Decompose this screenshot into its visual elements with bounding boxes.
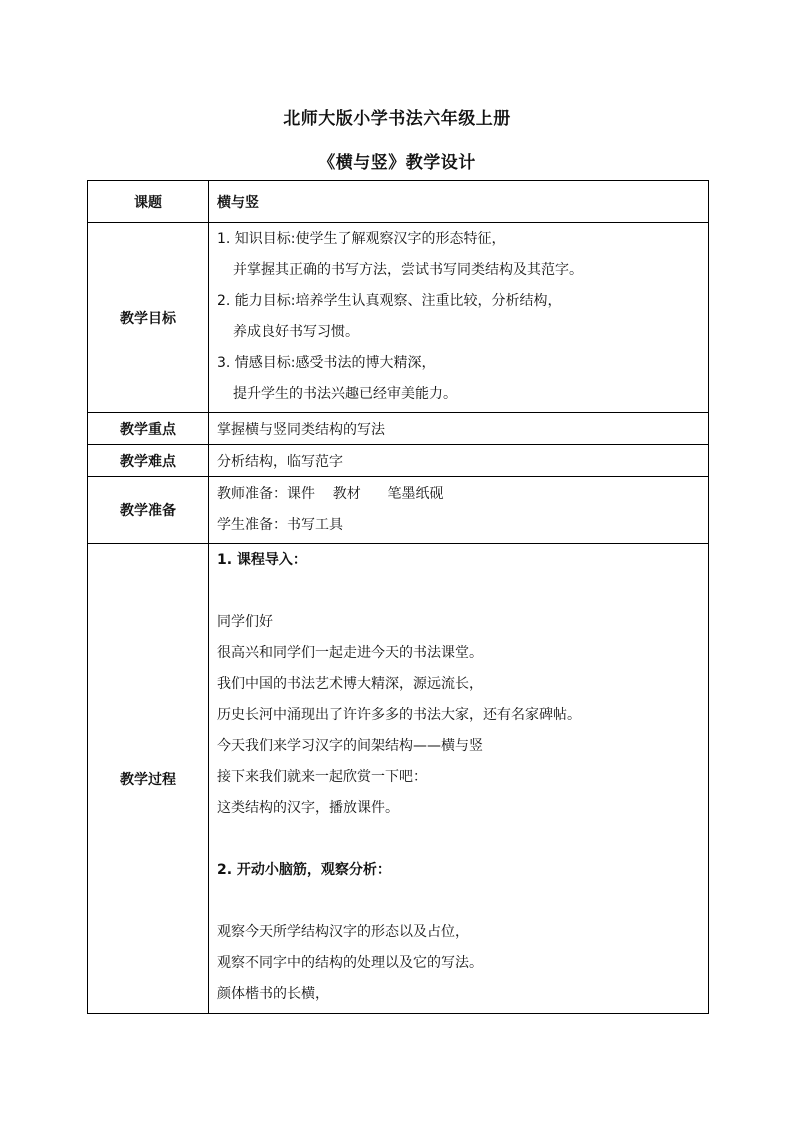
preparation-label: 教学准备 [88,477,209,544]
process-line: 颜体楷书的长横， [217,986,329,1002]
lesson-plan-table [87,180,709,1014]
process-content [209,544,709,1014]
goal-line: 养成良好书写习惯。 [233,324,359,340]
difficulty-label: 教学难点 [88,445,209,477]
blank-line [217,824,708,855]
goals-content [209,223,709,413]
topic-text: 横与竖 [217,194,259,211]
topic-label: 课题 [88,181,209,223]
goal-line: 3. 情感目标:感受书法的博大精深， [217,355,436,371]
row-process [88,544,709,1014]
row-preparation [88,477,709,544]
blank-line [217,576,708,607]
goal-line: 提升学生的书法兴趣已经审美能力。 [233,386,457,402]
goal-line: 2. 能力目标:培养学生认真观察、注重比较，分析结构， [217,293,562,309]
key-point-value: 掌握横与竖同类结构的写法 [209,413,709,445]
document-subtitle: 《横与竖》教学设计 [318,153,476,173]
process-line: 历史长河中涌现出了许许多多的书法大家，还有名家碑帖。 [217,707,581,723]
blank-line [217,886,708,917]
process-line: 观察不同字中的结构的处理以及它的写法。 [217,955,483,971]
student-preparation: 学生准备：书写工具 [217,517,343,533]
goal-line: 1. 知识目标:使学生了解观察汉字的形态特征， [217,231,506,247]
teacher-preparation: 教师准备：课件 教材 笔墨纸砚 [217,486,444,502]
key-point-label: 教学重点 [88,413,209,445]
process-section-heading: 1. 课程导入： [217,552,307,568]
row-topic [88,181,709,223]
row-key-point [88,413,709,445]
process-line: 这类结构的汉字，播放课件。 [217,800,399,816]
goals-label: 教学目标 [88,223,209,413]
process-label: 教学过程 [88,544,209,1014]
document-title: 北师大版小学书法六年级上册 [283,109,511,129]
process-line: 观察今天所学结构汉字的形态以及占位， [217,924,469,940]
process-line: 今天我们来学习汉字的间架结构——横与竖 [217,738,483,754]
goal-line: 并掌握其正确的书写方法，尝试书写同类结构及其范字。 [233,262,583,278]
row-difficulty [88,445,709,477]
process-line: 接下来我们就来一起欣赏一下吧： [217,769,427,785]
process-line: 很高兴和同学们一起走进今天的书法课堂。 [217,645,483,661]
process-section-heading: 2. 开动小脑筋，观察分析： [217,862,391,878]
difficulty-value: 分析结构，临写范字 [209,445,709,477]
row-goals [88,223,709,413]
process-line: 同学们好 [217,614,273,630]
preparation-content [209,477,709,544]
process-line: 我们中国的书法艺术博大精深，源远流长， [217,676,483,692]
topic-value [209,181,709,223]
